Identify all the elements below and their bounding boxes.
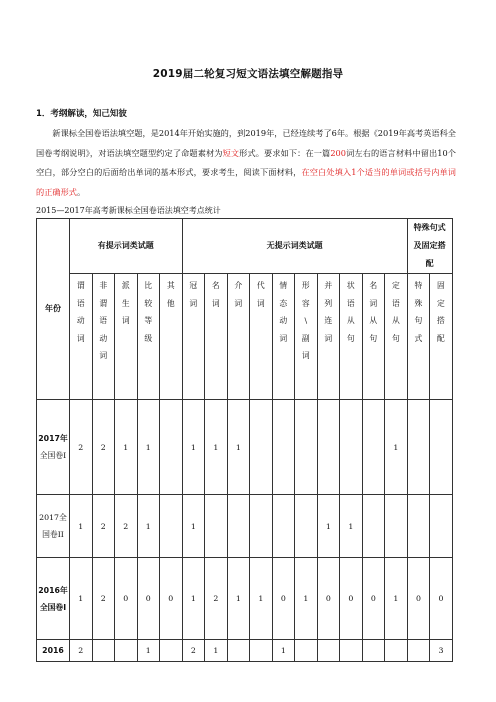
column-header — [272, 274, 295, 400]
table-cell — [160, 400, 183, 495]
table-cell: 1 — [182, 495, 205, 558]
table-cell: 1 — [317, 495, 340, 558]
column-header — [182, 274, 205, 400]
table-cell — [430, 495, 453, 558]
table-cell — [385, 640, 408, 662]
year-header: 年份 — [37, 219, 70, 400]
intro-highlight-2: 200 — [330, 147, 346, 158]
intro-text-1: 新课标全国卷语法填空题，是2014年开始实施的，到2019年，已经连续考了6年。根据《2019年高考英语科全国卷考纲说明》，对语法填空题型约定了命题素材为 — [36, 128, 456, 158]
column-header-text: 谓 语 动 词 — [76, 281, 85, 343]
table-cell — [205, 495, 228, 558]
group-header-special: 特殊句式及固定搭配 — [407, 219, 452, 274]
row-year-text: 2017全国卷II — [39, 513, 67, 539]
table-cell: 1 — [295, 558, 318, 640]
table-cell: 1 — [182, 558, 205, 640]
table-cell — [295, 495, 318, 558]
table-cell: 2 — [182, 640, 205, 662]
column-header-text: 状 语 从 句 — [346, 281, 355, 343]
table-cell: 2 — [92, 558, 115, 640]
table-cell — [430, 400, 453, 495]
column-header — [205, 274, 228, 400]
column-header-text: 特 殊 句 式 — [414, 281, 423, 343]
table-row — [37, 400, 453, 495]
row-year-label — [37, 400, 70, 495]
table-cell — [250, 400, 273, 495]
table-cell: 1 — [250, 558, 273, 640]
column-header — [385, 274, 408, 400]
table-cell: 1 — [70, 495, 93, 558]
table-cell — [340, 640, 363, 662]
table-cell — [407, 495, 430, 558]
table-cell — [407, 640, 430, 662]
column-header-text: 定 语 从 句 — [391, 281, 400, 343]
table-cell: 0 — [340, 558, 363, 640]
column-header-text: 介 词 — [234, 281, 243, 308]
table-cell — [295, 640, 318, 662]
column-header — [70, 274, 93, 400]
intro-paragraph — [36, 124, 456, 202]
table-cell — [340, 400, 363, 495]
column-header-text: 非 谓 语 动 词 — [99, 281, 108, 360]
table-cell: 2 — [115, 495, 138, 558]
column-header — [227, 274, 250, 400]
column-header — [407, 274, 430, 400]
table-cell: 0 — [115, 558, 138, 640]
stats-table — [36, 218, 453, 662]
table-cell — [160, 495, 183, 558]
column-header — [430, 274, 453, 400]
section-heading: 1．考纲解读，知己知彼 — [36, 109, 127, 119]
table-cell: 0 — [160, 558, 183, 640]
row-year-text: 全国卷I — [39, 451, 67, 460]
table-row — [37, 495, 453, 558]
column-header-text: 并 列 连 词 — [324, 281, 333, 343]
table-cell — [362, 640, 385, 662]
table-cell: 1 — [137, 400, 160, 495]
column-header-text: 比 较 等 级 — [144, 281, 153, 343]
table-cell: 1 — [70, 558, 93, 640]
row-year-bold: 2016年全国卷I — [38, 585, 68, 612]
column-header — [137, 274, 160, 400]
table-cell — [227, 640, 250, 662]
column-header-text: 其 他 — [166, 281, 175, 308]
column-header — [92, 274, 115, 400]
table-cell — [407, 400, 430, 495]
table-cell: 1 — [385, 400, 408, 495]
table-cell: 2 — [70, 400, 93, 495]
table-cell — [250, 495, 273, 558]
table-cell: 0 — [407, 558, 430, 640]
intro-text-2: 形式。要求如下：在一篇 — [239, 147, 331, 158]
table-cell: 2 — [92, 400, 115, 495]
table-cell: 1 — [182, 400, 205, 495]
table-row — [37, 640, 453, 662]
column-header — [115, 274, 138, 400]
table-cell — [115, 640, 138, 662]
column-header-text: 名 词 — [211, 281, 220, 308]
table-cell — [250, 640, 273, 662]
table-cell: 0 — [137, 558, 160, 640]
column-header-text: 名 词 从 句 — [369, 281, 378, 343]
table-cell — [295, 400, 318, 495]
table-cell: 0 — [317, 558, 340, 640]
table-cell — [317, 640, 340, 662]
column-header-text: 派 生 词 — [121, 281, 130, 325]
column-header-text: 冠 词 — [189, 281, 198, 308]
table-cell: 1 — [115, 400, 138, 495]
intro-highlight-3: 在空白处填入1个适当的单词或括号内单词的正确形式 — [36, 167, 456, 197]
column-header — [340, 274, 363, 400]
row-year-label — [37, 640, 70, 662]
table-cell: 1 — [205, 400, 228, 495]
intro-text-3: 词左右的语言材料中留出10个空白，部分空白的后面给出单词的基本形式，要求考生，阅读下面材料， — [36, 147, 456, 178]
column-header — [160, 274, 183, 400]
column-header — [250, 274, 273, 400]
table-cell: 1 — [137, 640, 160, 662]
column-header-text: 情 态 动 词 — [279, 281, 288, 343]
table-cell — [385, 495, 408, 558]
table-cell — [92, 640, 115, 662]
row-year-bold: 2017年 — [38, 434, 68, 443]
intro-highlight-1: 短文 — [222, 147, 240, 158]
table-cell: 1 — [340, 495, 363, 558]
table-cell — [227, 495, 250, 558]
table-cell: 1 — [272, 640, 295, 662]
table-cell: 1 — [137, 495, 160, 558]
table-row — [37, 558, 453, 640]
table-cell: 0 — [272, 558, 295, 640]
column-header — [362, 274, 385, 400]
table-cell — [272, 400, 295, 495]
table-caption: 2015—2017年高考新课标全国卷语法填空考点统计 — [36, 206, 221, 215]
table-cell — [272, 495, 295, 558]
column-header-text: 形 容 \ 副 词 — [301, 281, 310, 360]
document-title: 2019届二轮复习短文语法填空解题指导 — [152, 68, 344, 80]
table-cell: 2 — [70, 640, 93, 662]
table-cell: 2 — [205, 558, 228, 640]
table-cell: 3 — [430, 640, 453, 662]
table-cell — [362, 495, 385, 558]
table-cell: 0 — [430, 558, 453, 640]
table-cell — [160, 640, 183, 662]
table-cell: 1 — [205, 640, 228, 662]
table-cell: 0 — [362, 558, 385, 640]
row-year-label — [37, 558, 70, 640]
column-header — [295, 274, 318, 400]
column-header — [317, 274, 340, 400]
group-header-prompted: 有提示词类试题 — [70, 219, 183, 274]
row-year-label — [37, 495, 70, 558]
column-header-text: 固 定 搭 配 — [437, 281, 445, 343]
row-year-bold: 2016 — [42, 646, 64, 655]
table-cell — [362, 400, 385, 495]
intro-text-4: 。 — [76, 186, 86, 197]
table-cell: 1 — [227, 400, 250, 495]
table-cell: 2 — [92, 495, 115, 558]
table-cell: 1 — [227, 558, 250, 640]
table-cell: 1 — [385, 558, 408, 640]
column-header-text: 代 词 — [256, 281, 265, 308]
group-header-unprompted: 无提示词类试题 — [182, 219, 407, 274]
table-cell — [317, 400, 340, 495]
